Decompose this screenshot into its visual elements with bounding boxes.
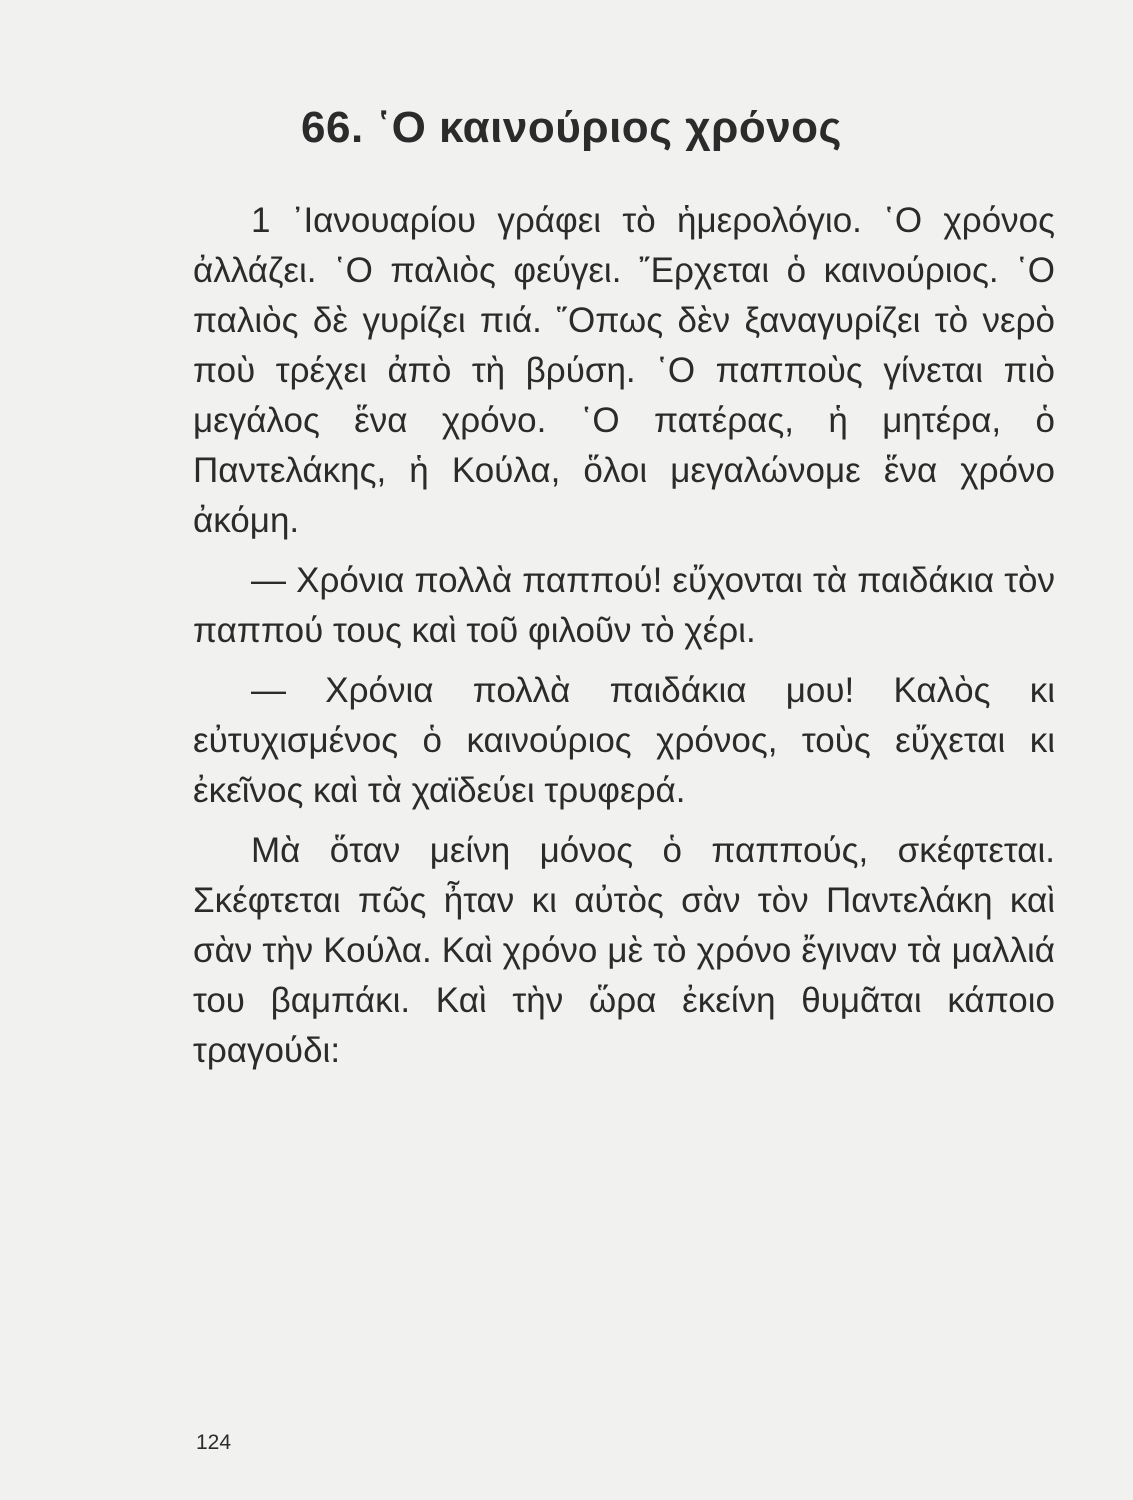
paragraph: — Χρόνια πολλὰ παιδάκια μου! Καλὸς κι εὐτυχισμένος ὁ καινούριος χρόνος, τοὺς εὔχεται κι ἐκεῖνος καὶ τὰ χαϊδεύει τρυφερά. [193,671,1055,810]
page-number: 124 [196,1431,232,1454]
chapter-title: 66. ῾Ο καινούριος χρόνος [301,103,842,152]
body-text [193,196,1055,1076]
paragraph: — Χρόνια πολλὰ παππού! εὔχονται τὰ παιδάκια τὸν παππού τους καὶ τοῦ φιλοῦν τὸ χέρι. [193,561,1055,650]
paragraph: Μὰ ὅταν μείνη μόνος ὁ παππούς, σκέφτεται. Σκέφτεται πῶς ἦταν κι αὐτὸς σὰν τὸν Παντελάκη καὶ σὰν τὴν Κούλα. Καὶ χρόνο μὲ τὸ χρόνο ἔγιναν τὰ μαλλιά του βαμπάκι. Καὶ τὴν ὥρα ἐκείνη θυμᾶται κάποιο τραγούδι: [193,831,1055,1070]
paragraph: 1 ᾿Ιανουαρίου γράφει τὸ ἡμερολόγιο. ῾Ο χρόνος ἀλλάζει. ῾Ο παλιὸς φεύγει. ῎Ερχεται ὁ καινούριος. ῾Ο παλιὸς δὲ γυρίζει πιά. ῞Οπως δὲν ξαναγυρίζει τὸ νερὸ ποὺ τρέχει ἀπὸ τὴ βρύση. ῾Ο παπποὺς γίνεται πιὸ μεγάλος ἕνα χρόνο. ῾Ο πατέρας, ἡ μητέρα, ὁ Παντελάκης, ἡ Κούλα, ὅλοι μεγαλώνομε ἕνα χρόνο ἀκόμη. [193,201,1055,540]
